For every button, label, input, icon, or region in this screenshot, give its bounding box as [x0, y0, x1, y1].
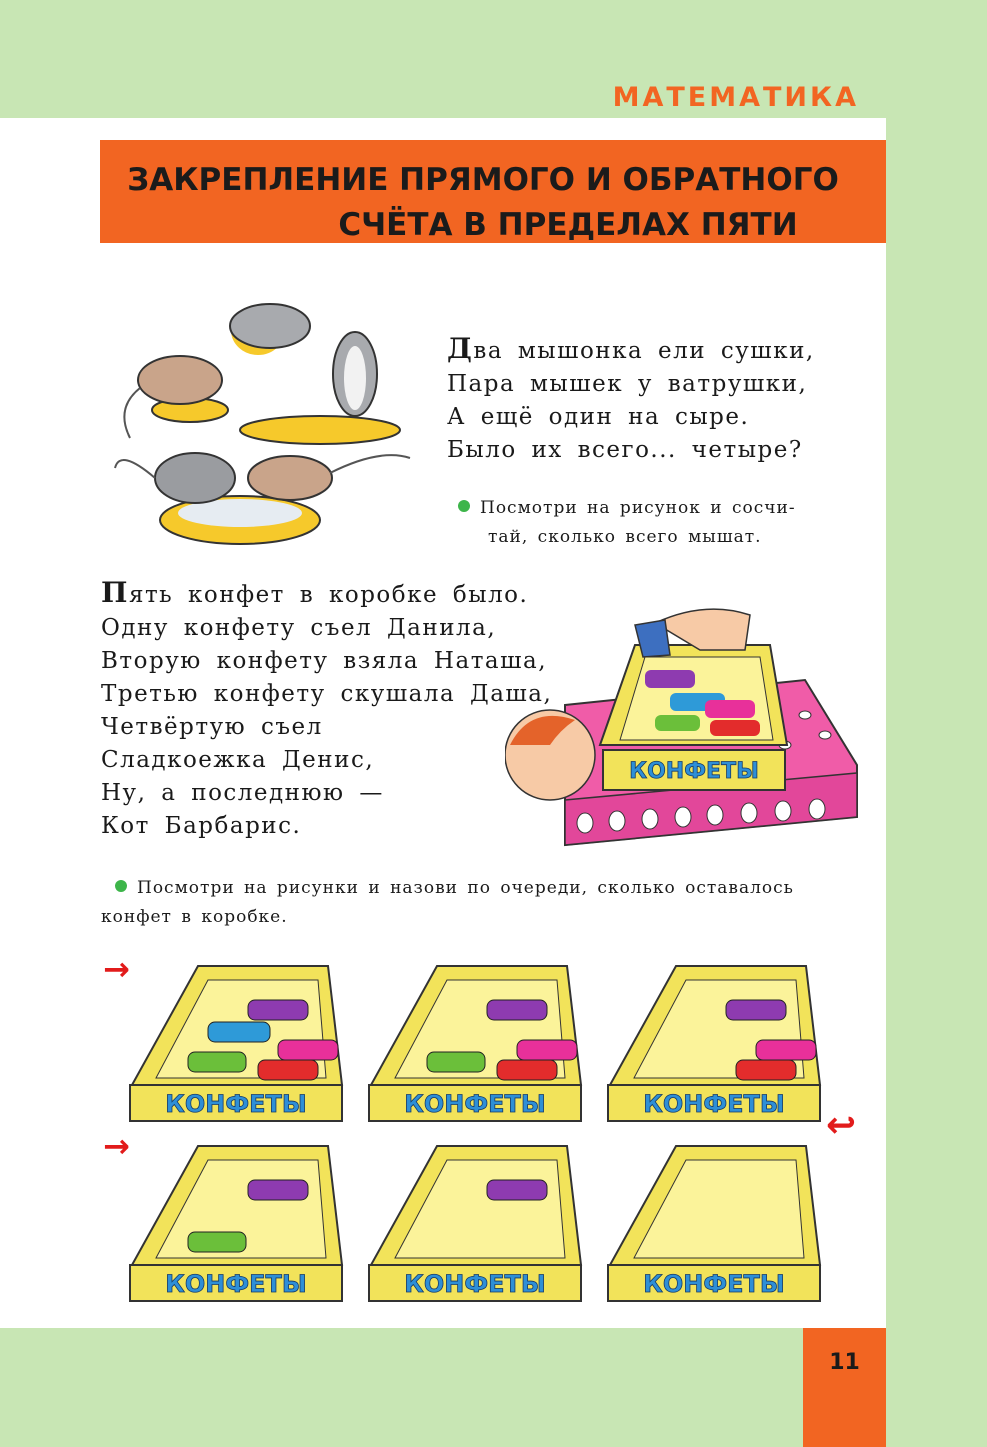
candy-box-6: [606, 1140, 824, 1305]
title-banner: [100, 140, 886, 243]
candy: [188, 1232, 246, 1252]
poem-line: Кот Барбарис.: [101, 813, 302, 839]
bullet-dot-icon: [458, 500, 470, 512]
page-number-box: [803, 1328, 886, 1447]
poem-line: Третью конфету скушала Даша,: [101, 681, 553, 707]
candy: [188, 1052, 246, 1072]
candy-box-1: [128, 960, 346, 1125]
candy: [497, 1060, 557, 1080]
candy-box-label: КОНФЕТЫ: [629, 759, 759, 784]
candy: [208, 1022, 270, 1042]
candy: [487, 1000, 547, 1020]
candy: [248, 1180, 308, 1200]
candy-box-label: КОНФЕТЫ: [165, 1090, 307, 1118]
candy: [487, 1180, 547, 1200]
candy: [517, 1040, 577, 1060]
boy-with-candy-box-illustration: [505, 595, 860, 850]
poem-line: Пять конфет в коробке было.: [101, 576, 529, 609]
task-line: конфет в коробке.: [101, 907, 288, 927]
candy-box-label: КОНФЕТЫ: [404, 1090, 546, 1118]
arrow-right-icon: →: [103, 1127, 130, 1165]
candy: [756, 1040, 816, 1060]
candy-box-4: [128, 1140, 346, 1305]
poem-line: Вторую конфету взяла Наташа,: [101, 648, 548, 674]
candy: [248, 1000, 308, 1020]
title-line-2: СЧЁТА В ПРЕДЕЛАХ ПЯТИ: [338, 207, 798, 243]
candy: [726, 1000, 786, 1020]
candy-box-5: [367, 1140, 585, 1305]
poem-mice: [447, 332, 815, 467]
poem-line: Четвёртую съел: [101, 714, 323, 740]
candy-box-label: КОНФЕТЫ: [643, 1090, 785, 1118]
candy-box-label: КОНФЕТЫ: [643, 1270, 785, 1298]
bullet-dot-icon: [115, 880, 127, 892]
title-line-1: ЗАКРЕПЛЕНИЕ ПРЯМОГО И ОБРАТНОГО: [127, 162, 839, 198]
task-line: Посмотри на рисунки и назови по очереди, сколько оставалось: [137, 878, 794, 898]
candy: [736, 1060, 796, 1080]
task-count-mice: [458, 494, 796, 552]
task-line: тай, сколько всего мышат.: [488, 527, 762, 547]
candy: [427, 1052, 485, 1072]
margin-strip: [886, 118, 987, 1328]
poem-candies: [101, 576, 552, 843]
mice-illustration: [110, 278, 420, 548]
task-line: Посмотри на рисунок и сосчи-: [480, 498, 796, 518]
poem-line: А ещё один на сыре.: [447, 404, 750, 430]
poem-line: Два мышонка ели сушки,: [447, 332, 815, 365]
poem-line: Пара мышек у ватрушки,: [447, 371, 808, 397]
candy: [258, 1060, 318, 1080]
candy-box-2: [367, 960, 585, 1125]
poem-line: Ну, а последнюю —: [101, 780, 384, 806]
arrow-right-icon: →: [103, 950, 130, 988]
arrow-return-icon: ↩: [826, 1105, 857, 1146]
task-count-candies: [101, 874, 794, 932]
subject-header: МАТЕМАТИКА: [612, 82, 859, 113]
candy-box-label: КОНФЕТЫ: [404, 1270, 546, 1298]
poem-line: Одну конфету съел Данила,: [101, 615, 497, 641]
candy-box-3: [606, 960, 824, 1125]
poem-line: Было их всего... четыре?: [447, 437, 803, 463]
candy-box-label: КОНФЕТЫ: [165, 1270, 307, 1298]
page-title: [100, 158, 886, 248]
poem-line: Сладкоежка Денис,: [101, 747, 375, 773]
page-number: 11: [829, 1350, 860, 1375]
candy: [278, 1040, 338, 1060]
